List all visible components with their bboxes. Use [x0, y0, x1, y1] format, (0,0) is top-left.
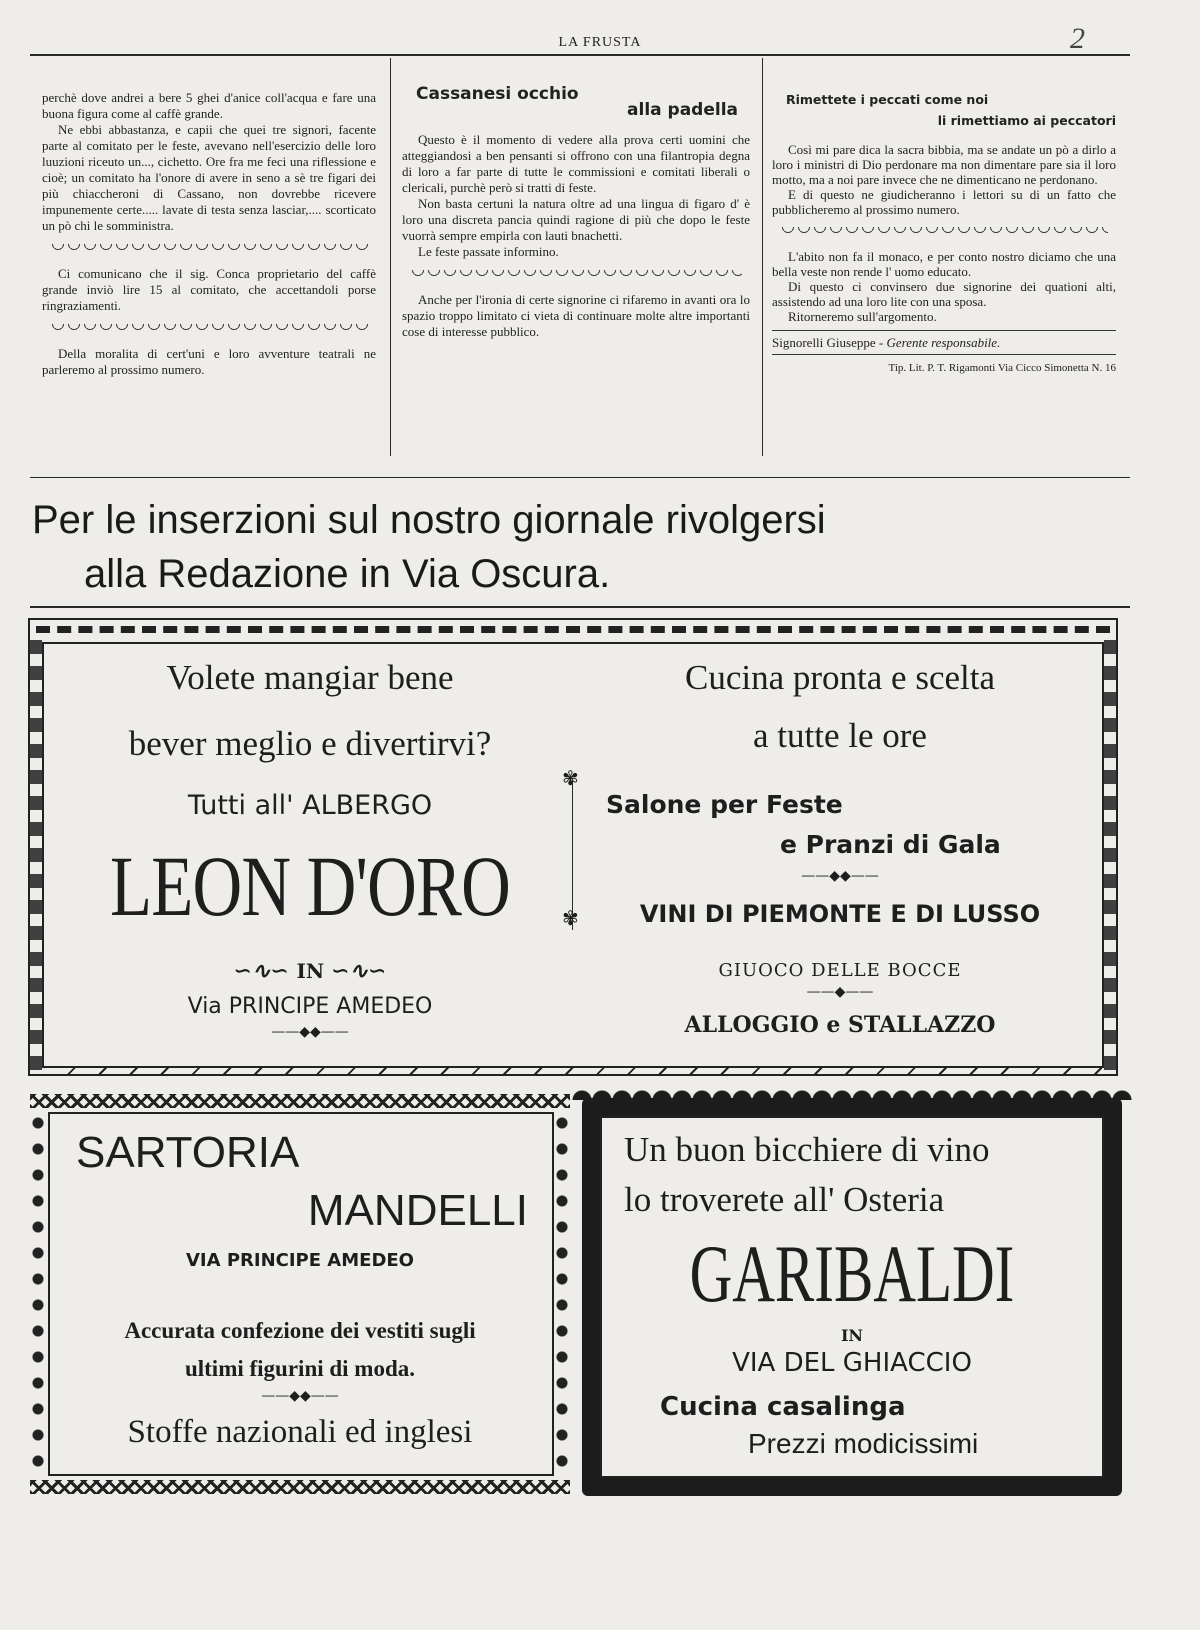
article-paragraph: Le feste passate informino. — [418, 244, 559, 259]
ad-border-ornament — [30, 1094, 570, 1108]
article-paragraph: Ne ebbi abbastanza, e capii che quei tre signori, facente parte al comitato per le feste, avevano nell'esercizio delle loro luuzioni riceuto un..., cichetto. Ore fra me feci una riflessione e cioè; un comitato ha l'onore di avere in seno a sè tre figari dei più chiaccheroni di Cassano, non dovrebbe ricevere impunemente certe..... lavate di testa senza lasciar,.... scorticato un pò chi le somministra. — [42, 122, 376, 233]
osteria-line-1: Un buon bicchiere di vino — [624, 1130, 990, 1169]
column-divider — [762, 58, 763, 456]
leon-question-1: Volete mangiar bene — [166, 658, 454, 697]
column-divider — [390, 58, 391, 456]
ad-border-ornament — [44, 1066, 1102, 1074]
article-paragraph: Anche per l'ironia di certe signorine ci rifaremo in avanti ora lo spazio troppo limitato ci vieta di continuare molte altre importanti cose di interesse pubblico. — [402, 292, 750, 339]
ad-border-ornament — [1104, 640, 1116, 1070]
ad-border-ornament — [30, 1480, 570, 1494]
running-title: LA FRUSTA — [558, 35, 642, 50]
article-paragraph: Ci comunicano che il sig. Conca proprietario del caffè grande inviò lire 15 al comitato, che accettandoli porse ringraziamenti. — [42, 266, 376, 313]
ad-border-ornament — [32, 1110, 44, 1480]
sartoria-desc-2: ultimi figurini di moda. — [184, 1356, 416, 1381]
osteria-street: VIA DEL GHIACCIO — [732, 1348, 972, 1378]
ad-border-ornament — [556, 1110, 568, 1480]
osteria-cucina: Cucina casalinga — [660, 1392, 906, 1422]
notice-line-1: Per le inserzioni sul nostro giornale rivolgersi — [32, 498, 826, 542]
section-rule — [30, 606, 1130, 608]
gerente-role: - Gerente responsabile. — [878, 335, 1001, 350]
notice-line-2: alla Redazione in Via Oscura. — [84, 552, 611, 596]
article-paragraph: Così mi pare dica la sacra bibbia, ma se andate un pò a dirlo a loro i ministri di Dio perdonare ma non dimentare pare sia il loro motto, ma a noi pare invece che ne dimenticano ne perdonano. — [772, 142, 1116, 187]
article-paragraph: Questo è il momento di vedere alla prova certi uomini che atteggiandosi a ben pensanti si offrono con una filantropia degna di loro a far parte di tutte le commissioni e comitati liberali o clericali, purchè però si tratti di feste. — [402, 132, 750, 195]
sartoria-stoffe: Stoffe nazionali ed inglesi — [127, 1414, 473, 1450]
gerente-line — [772, 335, 1116, 350]
article-title: alla padella — [627, 100, 738, 120]
section-rule — [30, 477, 1130, 478]
page-number: 2 — [1070, 22, 1085, 55]
leon-name: LEON D'ORO — [110, 838, 510, 934]
article-paragraph: Della moralita di cert'uni e loro avventure teatrali ne parleremo al prossimo numero. — [42, 346, 376, 377]
leon-in: IN — [296, 959, 325, 983]
article-paragraph: E di questo ne giudicheranno i lettori su di un fatto che pubblicheremo al prossimo numero. — [772, 187, 1116, 217]
flourish-icon: ∽∿∽ — [331, 958, 387, 984]
leon-right-4: e Pranzi di Gala — [780, 830, 1001, 859]
ad-border-ornament — [572, 1082, 1132, 1100]
leon-right-1: Cucina pronta e scelta — [684, 658, 995, 697]
osteria-prezzi: Prezzi modicissimi — [748, 1428, 979, 1459]
header-rule — [30, 54, 1130, 56]
osteria-in: IN — [840, 1326, 864, 1345]
article-paragraph: Non basta certuni la natura oltre ad una lingua di figaro d' è loro una discreta pancia quindi ragione di più che dopo le feste vuorrà sempre empirla con lauti bnachetti. — [402, 196, 750, 243]
separator — [50, 324, 368, 332]
ad-border-ornament — [30, 640, 42, 1070]
leon-right-7: ALLOGGIO e STALLAZZO — [684, 1012, 996, 1038]
article-title: li rimettiamo ai peccatori — [937, 113, 1116, 128]
fleuron-icon: ✾ — [562, 906, 579, 930]
leon-right-3: Salone per Feste — [606, 790, 843, 819]
article-title: Rimettete i peccati come noi — [786, 92, 989, 107]
sartoria-name-1: SARTORIA — [76, 1128, 300, 1177]
ornament-rule-icon: ——◆—— — [806, 984, 874, 1000]
article-paragraph: Ritorneremo sull'argomento. — [788, 309, 937, 324]
article-column-3 — [772, 92, 1116, 376]
leon-tutti: Tutti all' ALBERGO — [187, 790, 433, 821]
article-paragraph: perchè dove andrei a bere 5 ghei d'anice coll'acqua e fare una buona figura come al caffè grande. — [42, 90, 376, 121]
flourish-icon: ∽∿∽ — [233, 958, 297, 984]
ad-border-dashes — [36, 626, 1110, 633]
fleuron-icon: ✾ — [562, 766, 579, 790]
leon-in-line — [60, 958, 560, 984]
article-paragraph: Di questo ci convinsero due signorine dei quationi alti, assistendo ad una loro lite con una sposa. — [772, 279, 1116, 309]
leon-right-5: VINI DI PIEMONTE E DI LUSSO — [639, 900, 1041, 928]
sartoria-name-2: MANDELLI — [307, 1186, 528, 1235]
article-column-2 — [402, 86, 750, 340]
separator — [50, 244, 368, 252]
leon-right-6: GIUOCO DELLE BOCCE — [718, 960, 962, 981]
gerente-name: Signorelli Giuseppe — [772, 335, 876, 350]
osteria-name: GARIBALDI — [689, 1228, 1015, 1319]
leon-right-2: a tutte le ore — [753, 716, 927, 755]
ornament-rule-icon: ——◆◆—— — [261, 1388, 339, 1404]
article-title: Cassanesi occhio — [416, 84, 579, 104]
ornament-rule-icon: ——◆◆—— — [271, 1024, 349, 1040]
leon-street: Via PRINCIPE AMEDEO — [187, 994, 433, 1019]
osteria-line-2: lo troverete all' Osteria — [624, 1180, 945, 1219]
printer-credit: Tip. Lit. P. T. Rigamonti Via Cicco Simonetta N. 16 — [888, 362, 1116, 374]
separator — [780, 227, 1108, 235]
ornament-rule-icon: ——◆◆—— — [801, 868, 879, 884]
article-paragraph: L'abito non fa il monaco, e per conto nostro diciamo che una bella veste non rende l' uomo educato. — [772, 249, 1116, 279]
separator — [410, 270, 742, 278]
article-column-1 — [42, 90, 376, 378]
leon-question-2: bever meglio e divertirvi? — [128, 724, 492, 763]
sartoria-desc-1: Accurata confezione dei vestiti sugli — [124, 1318, 476, 1343]
sartoria-street: VIA PRINCIPE AMEDEO — [186, 1250, 414, 1271]
